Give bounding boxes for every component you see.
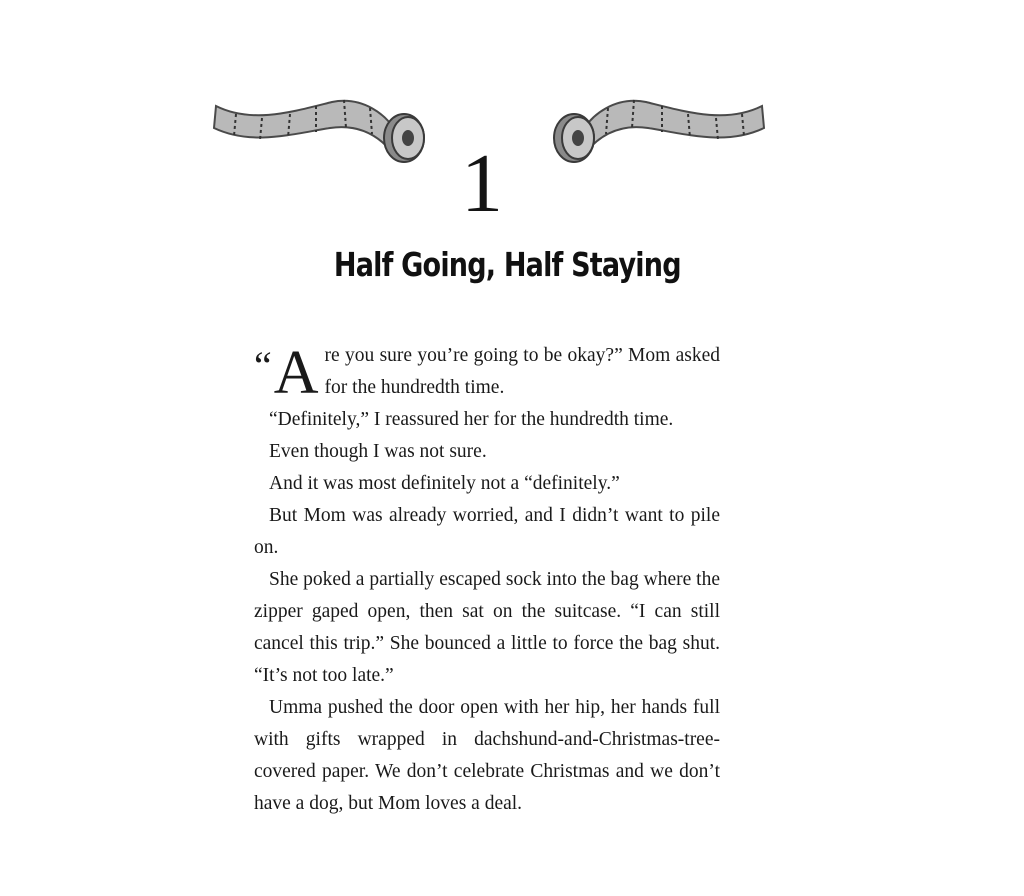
paragraph: She poked a partially escaped sock into the bag where the zipper gaped open, then sat on the suitcase. “I can still cancel this trip.” She bounced a little to force the bag shut. “It’s not too late.” bbox=[254, 569, 720, 686]
toilet-paper-roll-icon bbox=[212, 94, 432, 166]
chapter-title: Half Going, Half Staying bbox=[333, 245, 681, 284]
drop-cap-letter: A bbox=[273, 339, 319, 407]
paragraph: Umma pushed the door open with her hip, her hands full with gifts wrapped in dachshund-and-Christmas-tree-covered paper. We don’t celebrate Christmas and we don’t have a dog, but Mom loves a deal. bbox=[254, 697, 720, 814]
chapter-number: 1 bbox=[461, 137, 503, 230]
chapter-header bbox=[0, 70, 1024, 230]
paragraph: And it was most definitely not a “definitely.” bbox=[269, 473, 620, 494]
opening-text: re you sure you’re going to be okay?” Mom asked for the hundredth time. bbox=[324, 345, 720, 398]
paragraph: But Mom was already worried, and I didn’t want to pile on. bbox=[254, 505, 720, 558]
paragraph: Even though I was not sure. bbox=[269, 441, 487, 462]
opening-paragraph bbox=[254, 339, 720, 407]
chapter-body bbox=[254, 340, 720, 820]
open-quote: “ bbox=[254, 343, 272, 388]
paragraph: “Definitely,” I reassured her for the hundredth time. bbox=[269, 409, 674, 430]
toilet-paper-roll-icon bbox=[546, 94, 766, 166]
drop-cap bbox=[254, 339, 319, 407]
